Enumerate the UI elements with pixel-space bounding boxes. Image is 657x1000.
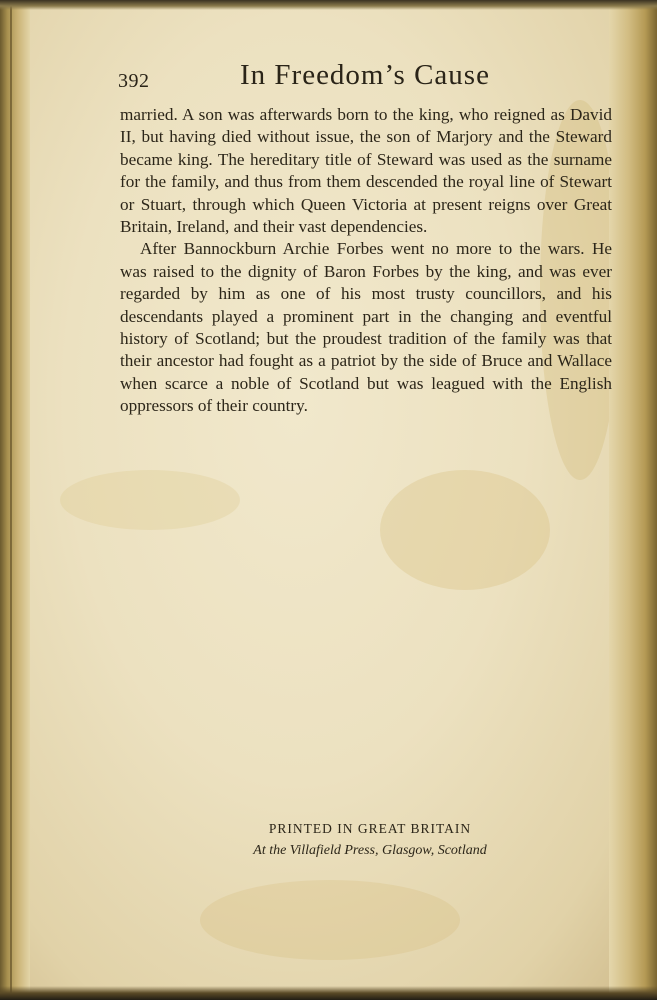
paragraph: married. A son was afterwards born to the king, who reigned as David II, but having died without issue, the son of Marjory and the Steward became king. The hereditary title of Steward was used as the surname for the family, and thus from them descended the royal line of Stewart or Stuart, through which Queen Victoria at present reigns over Great Britain, Ireland, and their vast dependencies. [120,105,612,237]
paper-stain [200,880,460,960]
page-bottom-edge [0,986,657,1000]
body-text [120,104,612,418]
printer-imprint: PRINTED IN GREAT BRITAIN [268,821,472,836]
paper-stain [380,470,550,590]
page-fore-edge [609,0,657,1000]
paragraph: After Bannockburn Archie Forbes went no more to the wars. He was raised to the dignity of Baron Forbes by the king, and was ever regarded by him as one of his most trusty councillors, and his descendants played a prominent part in the changing and eventful history of Scotland; but the proudest tradition of the family was that their ancestor had fought as a patriot by the side of Bruce and Wallace when scarce a noble of Scotland but was leagued with the English oppressors of their country. [120,239,612,416]
running-title: In Freedom’s Cause [240,59,490,91]
printer-address: At the Villafield Press, Glasgow, Scotland [253,843,487,858]
paper-stain [60,470,240,530]
page-top-edge [0,0,657,10]
page-gutter-edge [0,0,30,1000]
page-number: 392 [118,70,150,92]
